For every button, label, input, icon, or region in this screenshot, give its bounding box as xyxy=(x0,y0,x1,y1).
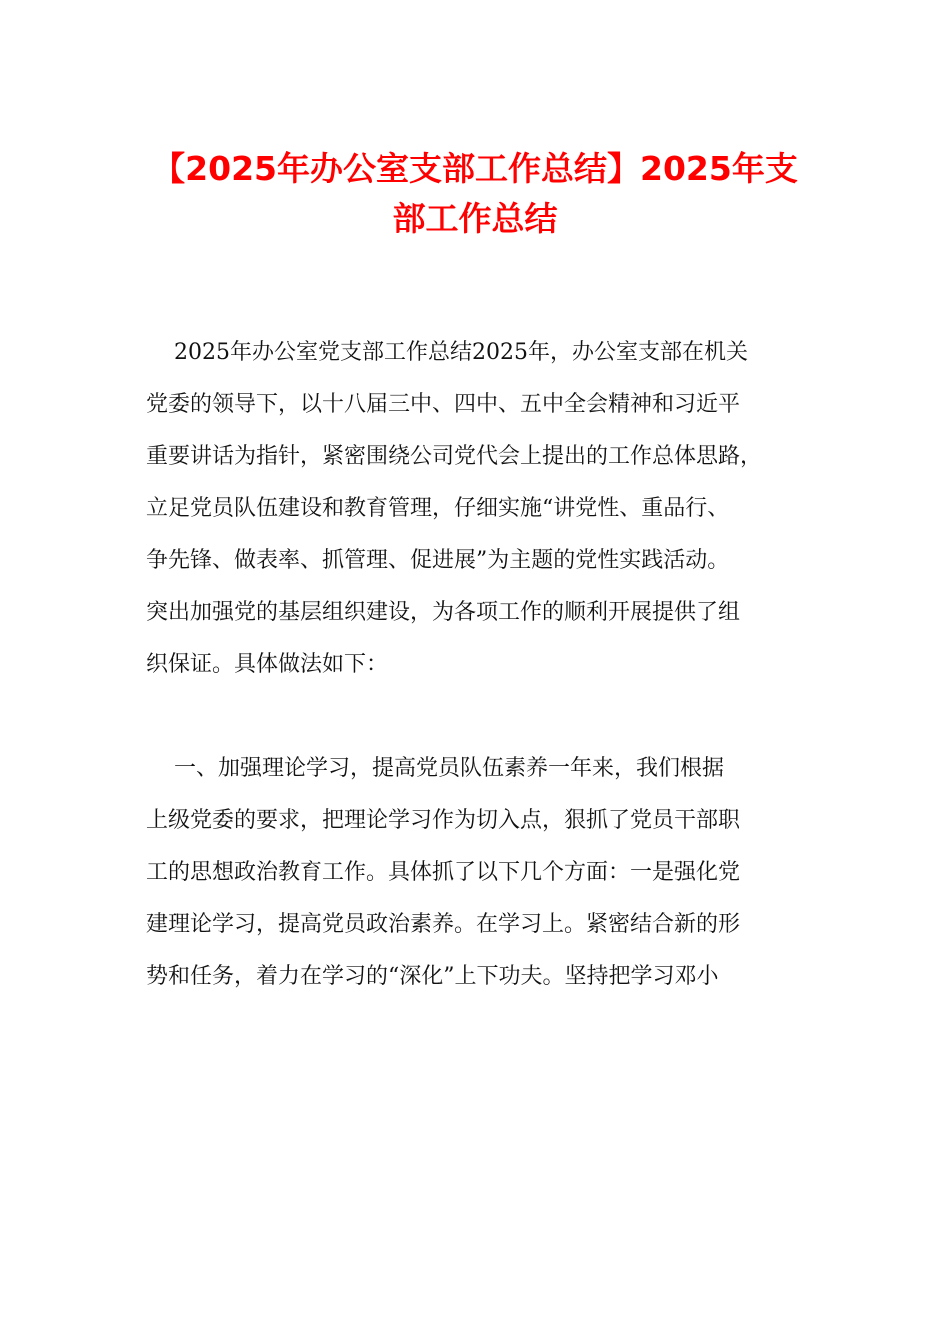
text-line: 一、加强理论学习，提高党员队伍素养一年来，我们根据 xyxy=(146,756,724,781)
document-body xyxy=(146,327,806,1003)
title-line-1: 【2025年办公室支部工作总结】2025年支 xyxy=(152,149,798,188)
text-line: 2025年办公室党支部工作总结2025年，办公室支部在机关 xyxy=(146,340,748,365)
document-title xyxy=(120,144,830,244)
text-line: 立足党员队伍建设和教育管理，仔细实施“讲党性、重品行、 xyxy=(146,496,730,521)
text-line: 争先锋、做表率、抓管理、促进展”为主题的党性实践活动。 xyxy=(146,548,730,573)
paragraph-spacer xyxy=(146,691,806,743)
text-line: 上级党委的要求，把理论学习作为切入点，狠抓了党员干部职 xyxy=(146,808,741,833)
text-line: 势和任务，着力在学习的“深化”上下功夫。坚持把学习邓小 xyxy=(146,964,719,989)
text-line: 织保证。具体做法如下： xyxy=(146,652,389,677)
paragraph-intro xyxy=(146,327,806,691)
text-line: 党委的领导下，以十八届三中、四中、五中全会精神和习近平 xyxy=(146,392,741,417)
paragraph-section-one xyxy=(146,743,806,1003)
text-line: 重要讲话为指针，紧密围绕公司党代会上提出的工作总体思路， xyxy=(146,444,763,469)
text-line: 建理论学习，提高党员政治素养。在学习上。紧密结合新的形 xyxy=(146,912,741,937)
title-line-2: 部工作总结 xyxy=(392,199,558,238)
text-line: 工的思想政治教育工作。具体抓了以下几个方面：一是强化党 xyxy=(146,860,741,885)
text-line: 突出加强党的基层组织建设，为各项工作的顺利开展提供了组 xyxy=(146,600,741,625)
